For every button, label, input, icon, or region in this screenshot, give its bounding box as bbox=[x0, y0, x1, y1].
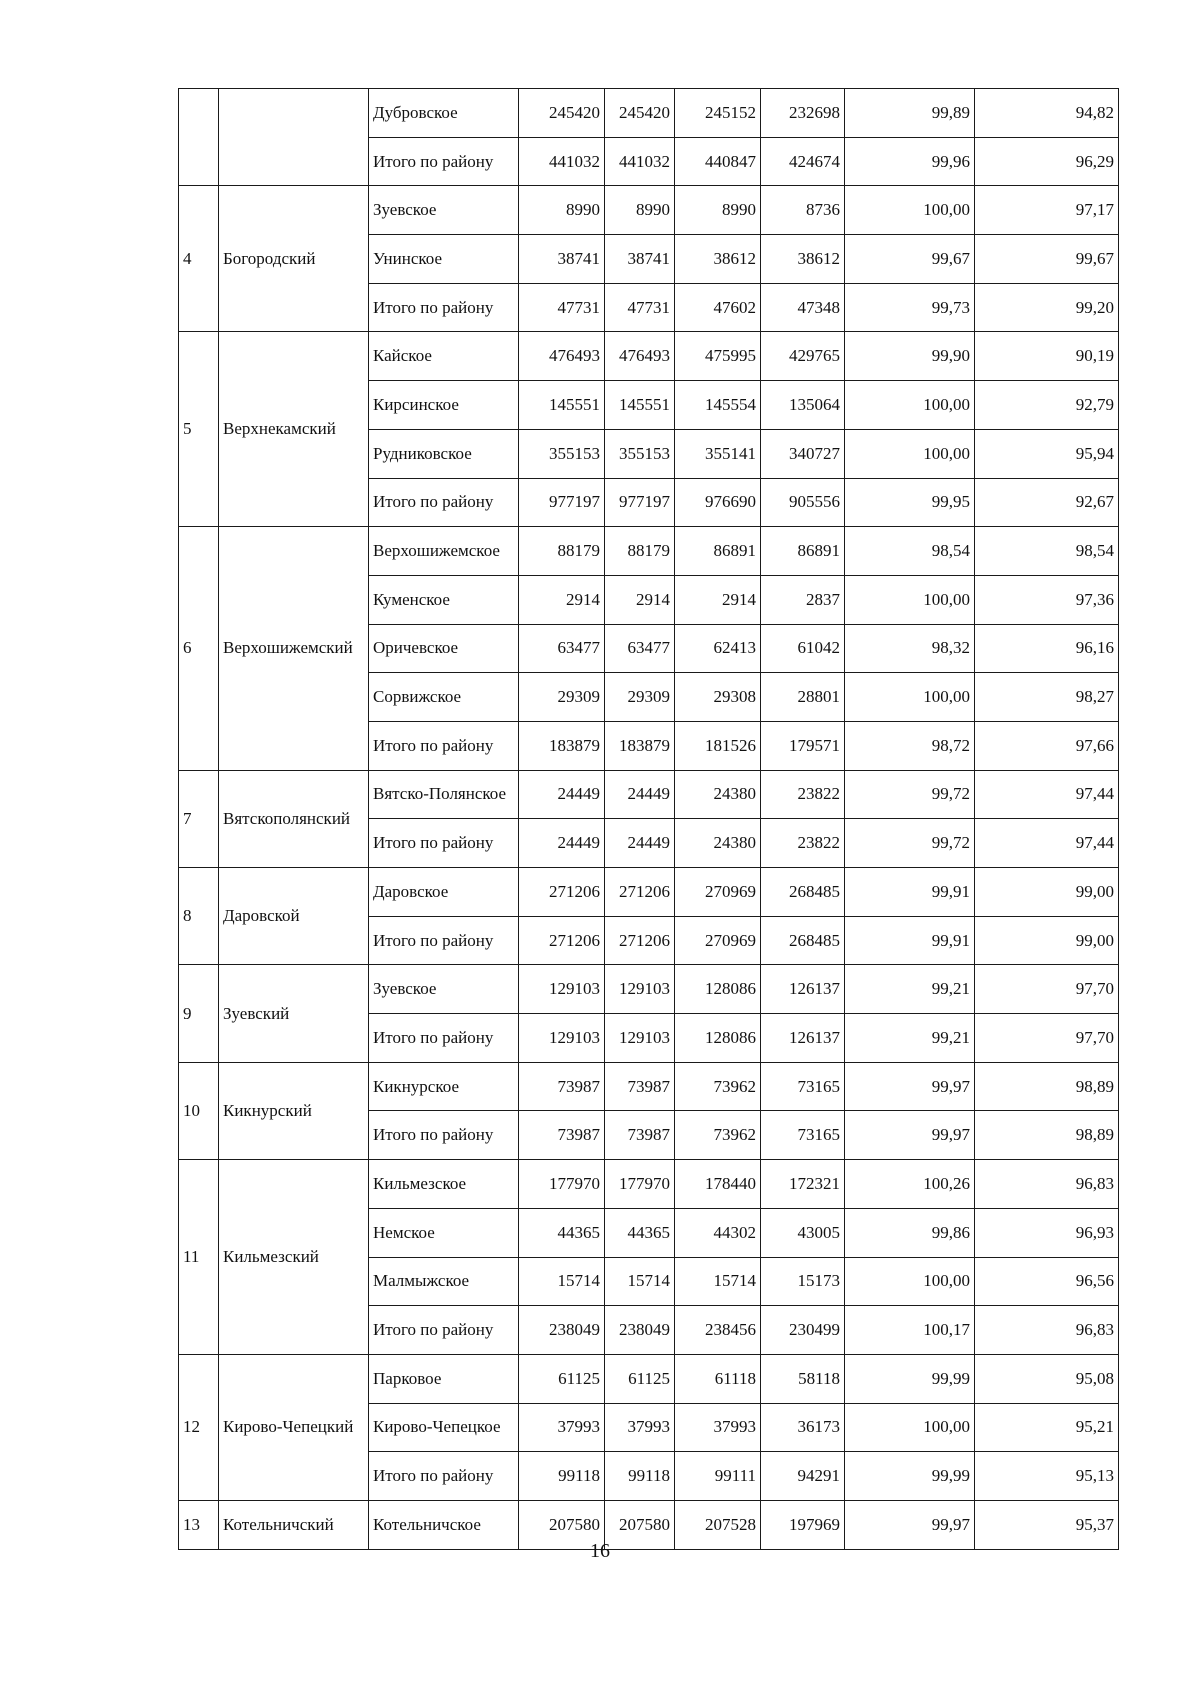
value-cell-5: 99,21 bbox=[845, 1014, 975, 1063]
forestry-name: Кильмезское bbox=[369, 1160, 519, 1209]
value-cell-6: 95,37 bbox=[975, 1500, 1119, 1549]
forestry-name: Итого по району bbox=[369, 721, 519, 770]
value-cell-3: 355141 bbox=[675, 429, 761, 478]
table-row bbox=[179, 965, 1119, 1014]
value-cell-5: 99,91 bbox=[845, 868, 975, 917]
value-cell-1: 145551 bbox=[519, 381, 605, 430]
value-cell-3: 24380 bbox=[675, 770, 761, 819]
row-index: 9 bbox=[179, 965, 219, 1062]
value-cell-2: 207580 bbox=[605, 1500, 675, 1549]
value-cell-2: 441032 bbox=[605, 137, 675, 186]
value-cell-5: 99,86 bbox=[845, 1208, 975, 1257]
value-cell-2: 24449 bbox=[605, 819, 675, 868]
value-cell-6: 96,29 bbox=[975, 137, 1119, 186]
value-cell-6: 97,17 bbox=[975, 186, 1119, 235]
value-cell-1: 355153 bbox=[519, 429, 605, 478]
forestry-name: Кирсинское bbox=[369, 381, 519, 430]
value-cell-4: 232698 bbox=[761, 89, 845, 138]
row-index: 13 bbox=[179, 1500, 219, 1549]
value-cell-4: 8736 bbox=[761, 186, 845, 235]
district-name: Верхошижемский bbox=[219, 527, 369, 770]
value-cell-6: 98,89 bbox=[975, 1111, 1119, 1160]
value-cell-4: 23822 bbox=[761, 770, 845, 819]
value-cell-4: 424674 bbox=[761, 137, 845, 186]
value-cell-3: 86891 bbox=[675, 527, 761, 576]
value-cell-4: 230499 bbox=[761, 1306, 845, 1355]
forestry-name: Вятско-Полянское bbox=[369, 770, 519, 819]
value-cell-4: 172321 bbox=[761, 1160, 845, 1209]
district-name: Даровской bbox=[219, 868, 369, 965]
forestry-name: Унинское bbox=[369, 235, 519, 284]
value-cell-2: 8990 bbox=[605, 186, 675, 235]
row-index: 8 bbox=[179, 868, 219, 965]
value-cell-5: 99,89 bbox=[845, 89, 975, 138]
value-cell-2: 977197 bbox=[605, 478, 675, 527]
value-cell-2: 37993 bbox=[605, 1403, 675, 1452]
value-cell-5: 99,99 bbox=[845, 1354, 975, 1403]
value-cell-1: 177970 bbox=[519, 1160, 605, 1209]
forestry-name: Итого по району bbox=[369, 137, 519, 186]
value-cell-1: 977197 bbox=[519, 478, 605, 527]
value-cell-2: 271206 bbox=[605, 916, 675, 965]
value-cell-1: 183879 bbox=[519, 721, 605, 770]
value-cell-3: 99111 bbox=[675, 1452, 761, 1501]
district-name: Кирово-Чепецкий bbox=[219, 1354, 369, 1500]
value-cell-2: 238049 bbox=[605, 1306, 675, 1355]
value-cell-5: 100,00 bbox=[845, 575, 975, 624]
row-index: 5 bbox=[179, 332, 219, 527]
value-cell-3: 38612 bbox=[675, 235, 761, 284]
value-cell-4: 429765 bbox=[761, 332, 845, 381]
value-cell-4: 47348 bbox=[761, 283, 845, 332]
value-cell-3: 128086 bbox=[675, 965, 761, 1014]
forestry-name: Итого по району bbox=[369, 1014, 519, 1063]
value-cell-1: 47731 bbox=[519, 283, 605, 332]
value-cell-5: 100,00 bbox=[845, 381, 975, 430]
row-index: 4 bbox=[179, 186, 219, 332]
value-cell-5: 99,73 bbox=[845, 283, 975, 332]
value-cell-6: 96,93 bbox=[975, 1208, 1119, 1257]
value-cell-4: 2837 bbox=[761, 575, 845, 624]
value-cell-3: 44302 bbox=[675, 1208, 761, 1257]
value-cell-1: 245420 bbox=[519, 89, 605, 138]
forestry-name: Парковое bbox=[369, 1354, 519, 1403]
value-cell-1: 271206 bbox=[519, 868, 605, 917]
row-index: 12 bbox=[179, 1354, 219, 1500]
value-cell-4: 94291 bbox=[761, 1452, 845, 1501]
value-cell-1: 38741 bbox=[519, 235, 605, 284]
value-cell-2: 44365 bbox=[605, 1208, 675, 1257]
value-cell-3: 47602 bbox=[675, 283, 761, 332]
forestry-name: Даровское bbox=[369, 868, 519, 917]
value-cell-4: 73165 bbox=[761, 1111, 845, 1160]
table-row bbox=[179, 89, 1119, 138]
value-cell-4: 86891 bbox=[761, 527, 845, 576]
forestry-name: Рудниковское bbox=[369, 429, 519, 478]
value-cell-3: 270969 bbox=[675, 868, 761, 917]
value-cell-2: 355153 bbox=[605, 429, 675, 478]
value-cell-1: 73987 bbox=[519, 1111, 605, 1160]
value-cell-2: 183879 bbox=[605, 721, 675, 770]
forestry-name: Кикнурское bbox=[369, 1062, 519, 1111]
table-body bbox=[179, 89, 1119, 1550]
value-cell-6: 99,67 bbox=[975, 235, 1119, 284]
value-cell-3: 976690 bbox=[675, 478, 761, 527]
table-row bbox=[179, 332, 1119, 381]
value-cell-5: 100,26 bbox=[845, 1160, 975, 1209]
value-cell-4: 38612 bbox=[761, 235, 845, 284]
value-cell-4: 268485 bbox=[761, 868, 845, 917]
value-cell-2: 129103 bbox=[605, 965, 675, 1014]
district-name: Зуевский bbox=[219, 965, 369, 1062]
value-cell-3: 37993 bbox=[675, 1403, 761, 1452]
row-index: 7 bbox=[179, 770, 219, 867]
value-cell-3: 15714 bbox=[675, 1257, 761, 1306]
value-cell-4: 15173 bbox=[761, 1257, 845, 1306]
district-name bbox=[219, 89, 369, 186]
value-cell-4: 126137 bbox=[761, 965, 845, 1014]
forestry-name: Оричевское bbox=[369, 624, 519, 673]
value-cell-5: 100,00 bbox=[845, 673, 975, 722]
forestry-name: Дубровское bbox=[369, 89, 519, 138]
value-cell-3: 178440 bbox=[675, 1160, 761, 1209]
value-cell-1: 271206 bbox=[519, 916, 605, 965]
forestry-name: Кирово-Чепецкое bbox=[369, 1403, 519, 1452]
value-cell-2: 38741 bbox=[605, 235, 675, 284]
value-cell-5: 100,00 bbox=[845, 1403, 975, 1452]
value-cell-4: 126137 bbox=[761, 1014, 845, 1063]
value-cell-6: 98,54 bbox=[975, 527, 1119, 576]
page-number: 16 bbox=[590, 1540, 610, 1562]
value-cell-6: 95,21 bbox=[975, 1403, 1119, 1452]
value-cell-6: 92,67 bbox=[975, 478, 1119, 527]
value-cell-3: 207528 bbox=[675, 1500, 761, 1549]
value-cell-5: 99,90 bbox=[845, 332, 975, 381]
value-cell-1: 238049 bbox=[519, 1306, 605, 1355]
value-cell-1: 61125 bbox=[519, 1354, 605, 1403]
forestry-name: Итого по району bbox=[369, 283, 519, 332]
value-cell-3: 128086 bbox=[675, 1014, 761, 1063]
value-cell-6: 96,16 bbox=[975, 624, 1119, 673]
value-cell-6: 97,70 bbox=[975, 1014, 1119, 1063]
table-row bbox=[179, 770, 1119, 819]
value-cell-4: 23822 bbox=[761, 819, 845, 868]
value-cell-2: 73987 bbox=[605, 1111, 675, 1160]
value-cell-1: 15714 bbox=[519, 1257, 605, 1306]
value-cell-6: 99,00 bbox=[975, 868, 1119, 917]
forestry-name: Кайское bbox=[369, 332, 519, 381]
value-cell-1: 2914 bbox=[519, 575, 605, 624]
table-row bbox=[179, 1354, 1119, 1403]
value-cell-6: 90,19 bbox=[975, 332, 1119, 381]
forestry-name: Котельничское bbox=[369, 1500, 519, 1549]
value-cell-2: 24449 bbox=[605, 770, 675, 819]
value-cell-5: 100,17 bbox=[845, 1306, 975, 1355]
value-cell-1: 441032 bbox=[519, 137, 605, 186]
value-cell-5: 98,72 bbox=[845, 721, 975, 770]
value-cell-5: 99,97 bbox=[845, 1062, 975, 1111]
value-cell-5: 99,96 bbox=[845, 137, 975, 186]
forestry-name: Сорвижское bbox=[369, 673, 519, 722]
value-cell-1: 73987 bbox=[519, 1062, 605, 1111]
value-cell-2: 63477 bbox=[605, 624, 675, 673]
value-cell-5: 99,21 bbox=[845, 965, 975, 1014]
value-cell-6: 99,20 bbox=[975, 283, 1119, 332]
value-cell-1: 24449 bbox=[519, 819, 605, 868]
value-cell-2: 245420 bbox=[605, 89, 675, 138]
value-cell-3: 270969 bbox=[675, 916, 761, 965]
value-cell-4: 43005 bbox=[761, 1208, 845, 1257]
value-cell-4: 58118 bbox=[761, 1354, 845, 1403]
value-cell-2: 177970 bbox=[605, 1160, 675, 1209]
row-index bbox=[179, 89, 219, 186]
value-cell-3: 181526 bbox=[675, 721, 761, 770]
value-cell-1: 88179 bbox=[519, 527, 605, 576]
value-cell-6: 97,44 bbox=[975, 770, 1119, 819]
value-cell-4: 179571 bbox=[761, 721, 845, 770]
value-cell-4: 340727 bbox=[761, 429, 845, 478]
forestry-name: Итого по району bbox=[369, 1452, 519, 1501]
value-cell-6: 92,79 bbox=[975, 381, 1119, 430]
table-row bbox=[179, 868, 1119, 917]
forestry-name: Итого по району bbox=[369, 819, 519, 868]
value-cell-3: 475995 bbox=[675, 332, 761, 381]
value-cell-6: 96,83 bbox=[975, 1306, 1119, 1355]
table-row bbox=[179, 527, 1119, 576]
forestry-name: Малмыжское bbox=[369, 1257, 519, 1306]
value-cell-3: 73962 bbox=[675, 1062, 761, 1111]
value-cell-5: 99,67 bbox=[845, 235, 975, 284]
district-name: Кикнурский bbox=[219, 1062, 369, 1159]
value-cell-3: 245152 bbox=[675, 89, 761, 138]
value-cell-6: 98,27 bbox=[975, 673, 1119, 722]
value-cell-2: 15714 bbox=[605, 1257, 675, 1306]
value-cell-4: 61042 bbox=[761, 624, 845, 673]
value-cell-1: 29309 bbox=[519, 673, 605, 722]
value-cell-5: 98,54 bbox=[845, 527, 975, 576]
value-cell-3: 238456 bbox=[675, 1306, 761, 1355]
value-cell-5: 99,72 bbox=[845, 770, 975, 819]
value-cell-2: 2914 bbox=[605, 575, 675, 624]
value-cell-5: 100,00 bbox=[845, 1257, 975, 1306]
value-cell-4: 905556 bbox=[761, 478, 845, 527]
value-cell-2: 271206 bbox=[605, 868, 675, 917]
value-cell-1: 476493 bbox=[519, 332, 605, 381]
value-cell-1: 8990 bbox=[519, 186, 605, 235]
forestry-name: Итого по району bbox=[369, 916, 519, 965]
value-cell-6: 95,94 bbox=[975, 429, 1119, 478]
value-cell-3: 8990 bbox=[675, 186, 761, 235]
forestry-name: Куменское bbox=[369, 575, 519, 624]
value-cell-2: 129103 bbox=[605, 1014, 675, 1063]
forestry-name: Зуевское bbox=[369, 186, 519, 235]
table-row bbox=[179, 1062, 1119, 1111]
forestry-name: Итого по району bbox=[369, 1111, 519, 1160]
value-cell-2: 145551 bbox=[605, 381, 675, 430]
value-cell-1: 99118 bbox=[519, 1452, 605, 1501]
value-cell-6: 97,70 bbox=[975, 965, 1119, 1014]
value-cell-6: 99,00 bbox=[975, 916, 1119, 965]
value-cell-6: 94,82 bbox=[975, 89, 1119, 138]
value-cell-3: 73962 bbox=[675, 1111, 761, 1160]
forestry-name: Немское bbox=[369, 1208, 519, 1257]
value-cell-6: 95,13 bbox=[975, 1452, 1119, 1501]
value-cell-5: 100,00 bbox=[845, 429, 975, 478]
value-cell-5: 99,97 bbox=[845, 1500, 975, 1549]
value-cell-5: 99,95 bbox=[845, 478, 975, 527]
value-cell-1: 24449 bbox=[519, 770, 605, 819]
forestry-name: Зуевское bbox=[369, 965, 519, 1014]
district-name: Вятскополянский bbox=[219, 770, 369, 867]
value-cell-1: 44365 bbox=[519, 1208, 605, 1257]
forestry-name: Верхошижемское bbox=[369, 527, 519, 576]
value-cell-2: 29309 bbox=[605, 673, 675, 722]
value-cell-2: 99118 bbox=[605, 1452, 675, 1501]
value-cell-2: 476493 bbox=[605, 332, 675, 381]
district-name: Котельничский bbox=[219, 1500, 369, 1549]
value-cell-3: 440847 bbox=[675, 137, 761, 186]
value-cell-4: 28801 bbox=[761, 673, 845, 722]
value-cell-3: 61118 bbox=[675, 1354, 761, 1403]
value-cell-6: 95,08 bbox=[975, 1354, 1119, 1403]
value-cell-5: 98,32 bbox=[845, 624, 975, 673]
value-cell-6: 97,44 bbox=[975, 819, 1119, 868]
value-cell-1: 129103 bbox=[519, 1014, 605, 1063]
value-cell-6: 97,36 bbox=[975, 575, 1119, 624]
value-cell-3: 29308 bbox=[675, 673, 761, 722]
value-cell-2: 47731 bbox=[605, 283, 675, 332]
value-cell-3: 145554 bbox=[675, 381, 761, 430]
value-cell-5: 99,72 bbox=[845, 819, 975, 868]
value-cell-3: 24380 bbox=[675, 819, 761, 868]
value-cell-5: 99,91 bbox=[845, 916, 975, 965]
value-cell-2: 61125 bbox=[605, 1354, 675, 1403]
value-cell-4: 268485 bbox=[761, 916, 845, 965]
value-cell-1: 207580 bbox=[519, 1500, 605, 1549]
forestry-name: Итого по району bbox=[369, 1306, 519, 1355]
forestry-data-table bbox=[178, 88, 1119, 1550]
value-cell-6: 96,56 bbox=[975, 1257, 1119, 1306]
value-cell-1: 63477 bbox=[519, 624, 605, 673]
value-cell-4: 73165 bbox=[761, 1062, 845, 1111]
value-cell-5: 100,00 bbox=[845, 186, 975, 235]
value-cell-6: 96,83 bbox=[975, 1160, 1119, 1209]
table-row bbox=[179, 186, 1119, 235]
value-cell-5: 99,97 bbox=[845, 1111, 975, 1160]
district-name: Богородский bbox=[219, 186, 369, 332]
value-cell-4: 135064 bbox=[761, 381, 845, 430]
row-index: 6 bbox=[179, 527, 219, 770]
value-cell-2: 73987 bbox=[605, 1062, 675, 1111]
table-row bbox=[179, 1160, 1119, 1209]
district-name: Кильмезский bbox=[219, 1160, 369, 1355]
value-cell-4: 197969 bbox=[761, 1500, 845, 1549]
value-cell-1: 129103 bbox=[519, 965, 605, 1014]
row-index: 10 bbox=[179, 1062, 219, 1159]
value-cell-3: 2914 bbox=[675, 575, 761, 624]
district-name: Верхнекамский bbox=[219, 332, 369, 527]
forestry-name: Итого по району bbox=[369, 478, 519, 527]
value-cell-4: 36173 bbox=[761, 1403, 845, 1452]
value-cell-5: 99,99 bbox=[845, 1452, 975, 1501]
value-cell-6: 98,89 bbox=[975, 1062, 1119, 1111]
row-index: 11 bbox=[179, 1160, 219, 1355]
value-cell-1: 37993 bbox=[519, 1403, 605, 1452]
value-cell-3: 62413 bbox=[675, 624, 761, 673]
value-cell-6: 97,66 bbox=[975, 721, 1119, 770]
value-cell-2: 88179 bbox=[605, 527, 675, 576]
